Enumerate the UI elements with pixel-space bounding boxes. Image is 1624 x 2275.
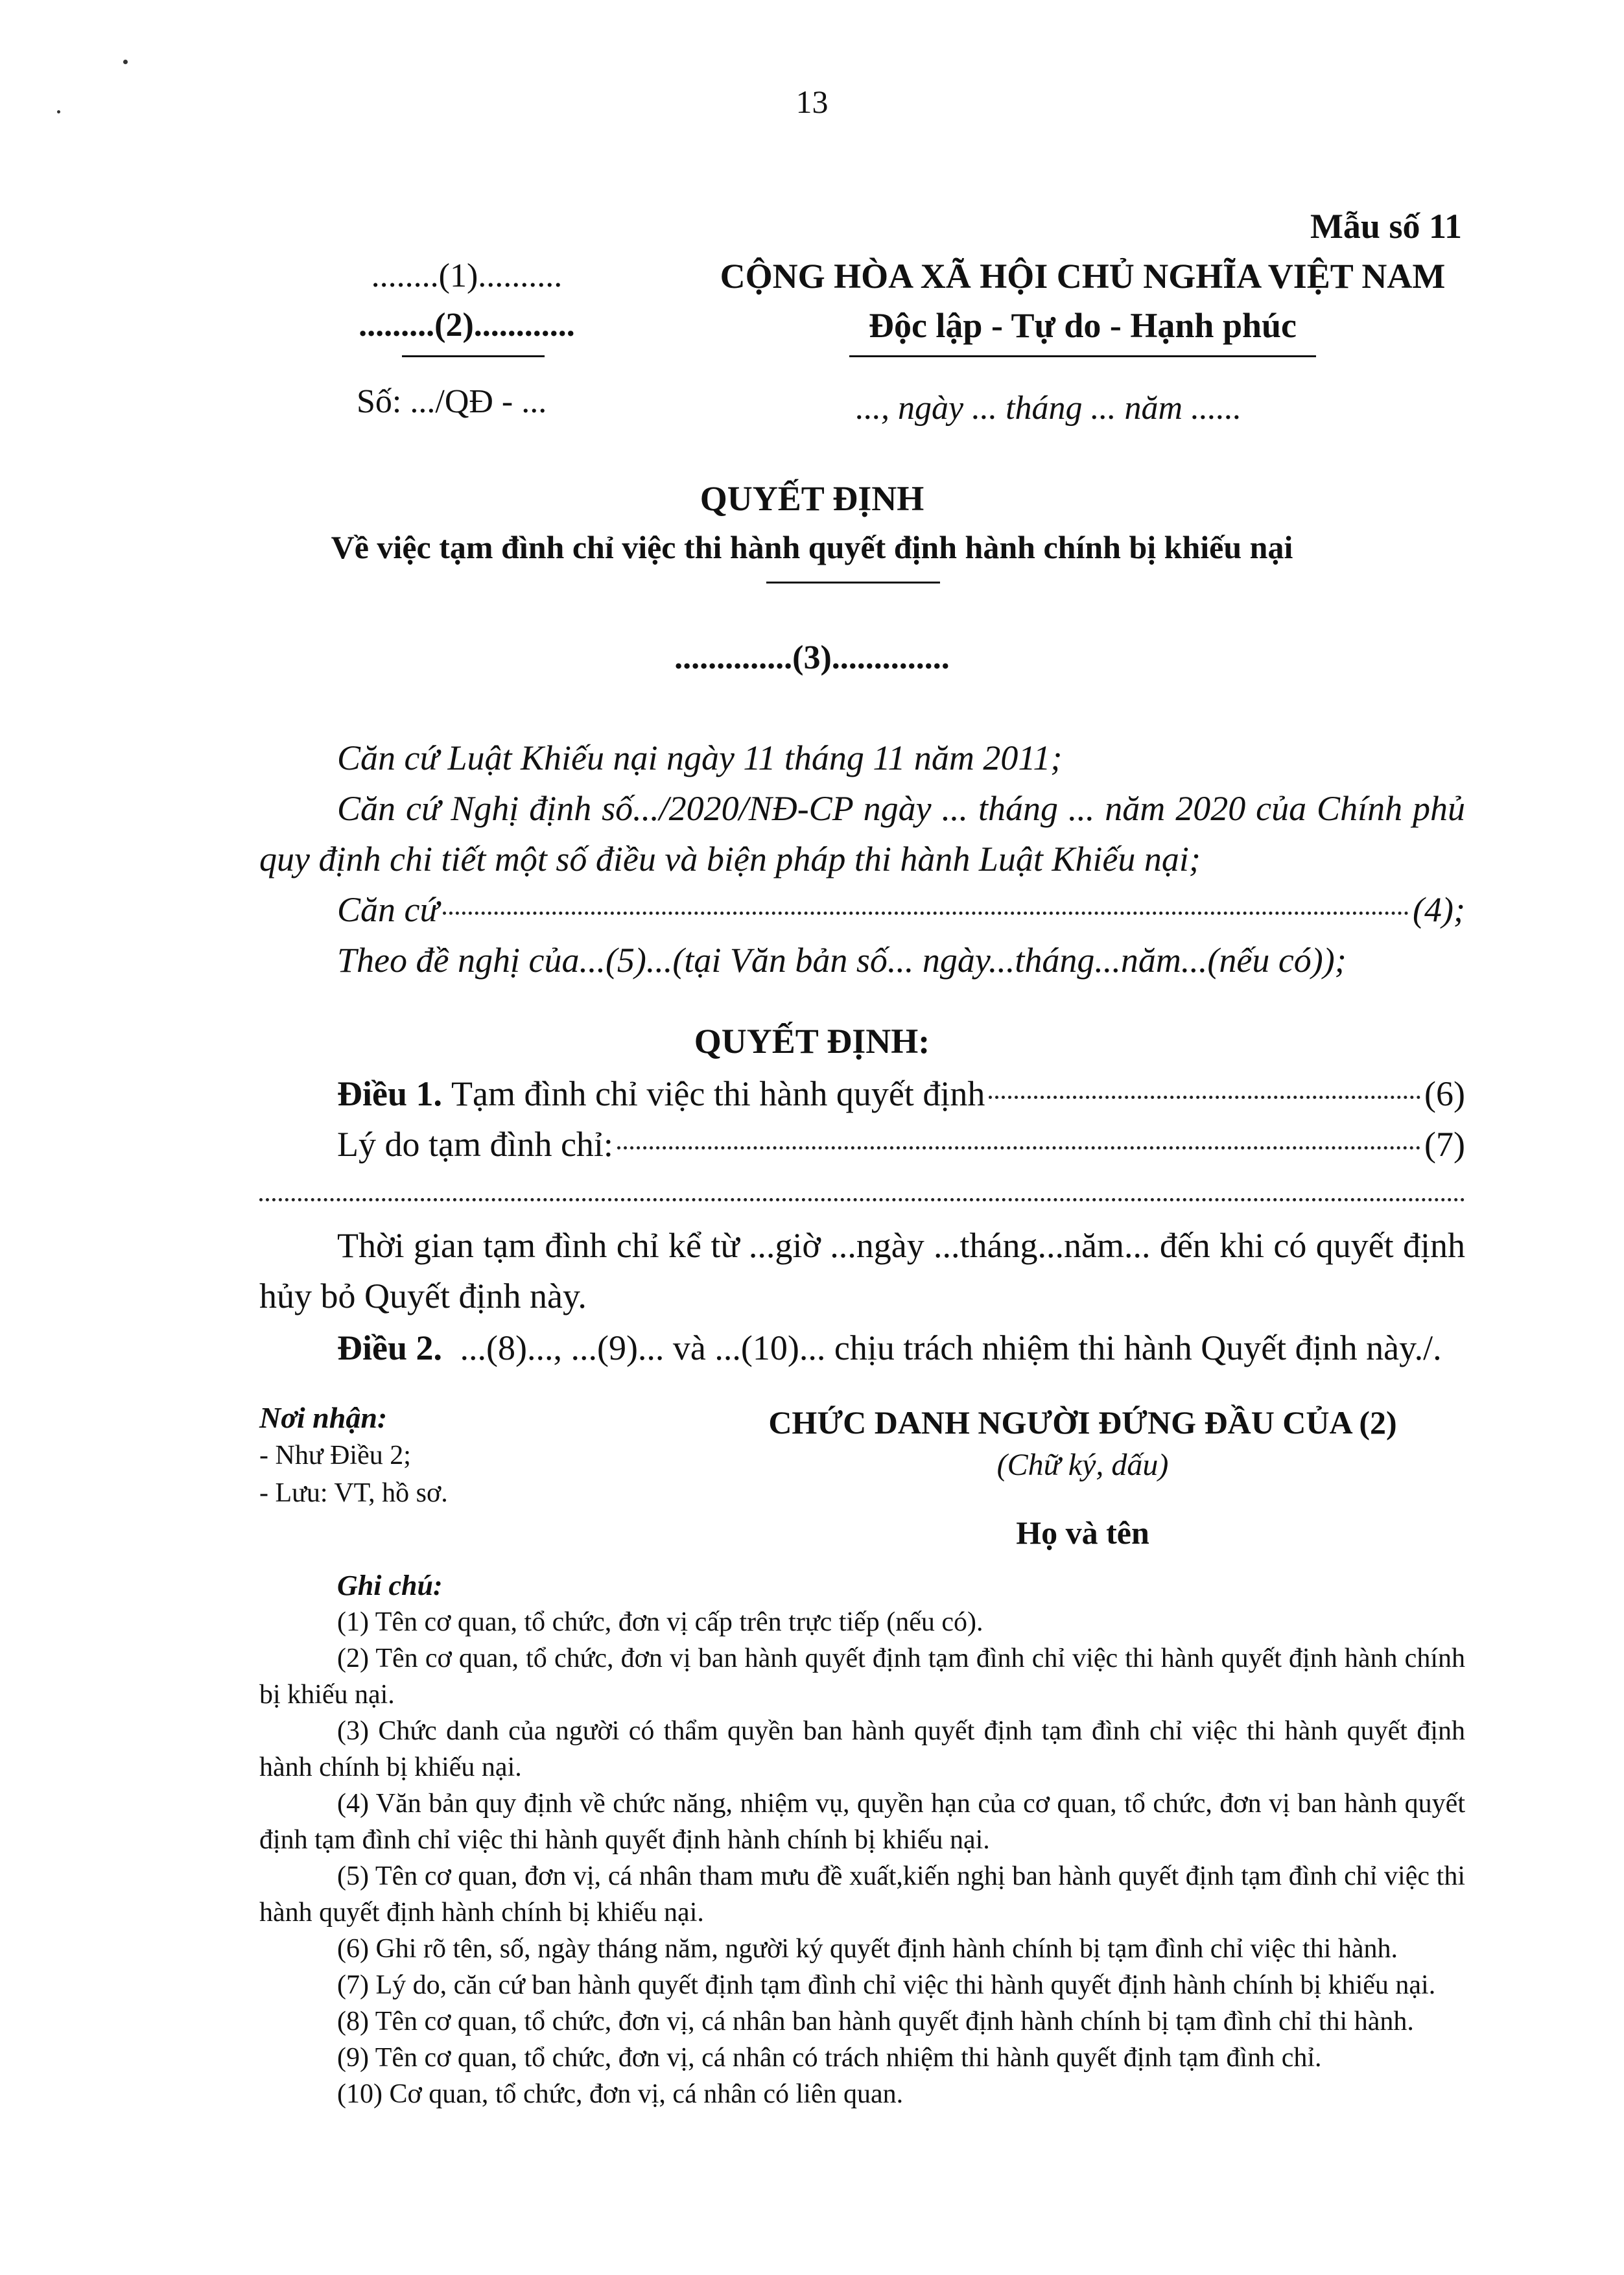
signature-note: (Chữ ký, dấu) <box>996 1448 1169 1482</box>
signer-name: Họ và tên <box>1016 1515 1149 1551</box>
parent-agency-placeholder: ........(1).......... <box>371 257 563 294</box>
recipient-item: - Lưu: VT, hồ sơ. <box>259 1478 448 1508</box>
recipients-heading: Nơi nhận: <box>259 1401 388 1434</box>
title-underline <box>766 582 940 583</box>
basis-law: Căn cứ Luật Khiếu nại ngày 11 tháng 11 năm 2011; <box>337 738 1063 777</box>
form-number: Mẫu số 11 <box>1310 207 1462 246</box>
document-number: Số: .../QĐ - ... <box>357 383 547 420</box>
article-1: Điều 1. Tạm đình chỉ việc thi hành quyết định (6) <box>337 1068 1465 1119</box>
motto-underline <box>849 355 1316 357</box>
dotted-fill <box>443 912 1409 915</box>
dotted-line <box>259 1170 1465 1201</box>
article-1-duration: Thời gian tạm đình chỉ kể từ ...giờ ...ngày ...tháng...năm... đến khi có quyết định hủy bỏ Quyết định này. <box>259 1226 1465 1315</box>
recipient-item: - Như Điều 2; <box>259 1441 411 1470</box>
note-item: (4) Văn bản quy định về chức năng, nhiệm vụ, quyền hạn của cơ quan, tổ chức, đơn vị ban hành quyết định tạm đình chỉ việc thi hành quyết định hành chính bị khiếu nại. <box>259 1789 1465 1855</box>
date-line: ..., ngày ... tháng ... năm ...... <box>856 390 1242 427</box>
note-item: (8) Tên cơ quan, tổ chức, đơn vị, cá nhân ban hành quyết định hành chính bị tạm đình chỉ thi hành. <box>337 2007 1414 2036</box>
article-1-reason: Lý do tạm đình chỉ: (7) <box>337 1125 1465 1164</box>
note-item: (7) Lý do, căn cứ ban hành quyết định tạm đình chỉ việc thi hành quyết định hành chính bị khiếu nại. <box>337 1970 1436 2000</box>
document-subtitle: Về việc tạm đình chỉ việc thi hành quyết định hành chính bị khiếu nại <box>331 529 1293 565</box>
basis-other: Căn cứ (4); <box>337 890 1465 929</box>
issuing-agency-block <box>305 252 629 350</box>
article-2: Điều 2. ...(8)..., ...(9)... và ...(10)... chịu trách nhiệm thi hành Quyết định này./. <box>337 1328 1442 1367</box>
notes-heading: Ghi chú: <box>337 1570 443 1601</box>
basis-decree: Căn cứ Nghị định số.../2020/NĐ-CP ngày ... tháng ... năm 2020 của Chính phủ quy định chi tiết một số điều và biện pháp thi hành Luật Khiếu nại; <box>259 789 1465 878</box>
dotted-fill <box>989 1096 1420 1099</box>
article-2-label: Điều 2. <box>337 1328 442 1367</box>
national-motto: Độc lập - Tự do - Hạnh phúc <box>868 306 1297 345</box>
note-item: (5) Tên cơ quan, đơn vị, cá nhân tham mưu đề xuất,kiến nghị ban hành quyết định tạm đình chỉ việc thi hành quyết định hành chính bị khiếu nại. <box>259 1861 1465 1927</box>
dotted-fill <box>617 1146 1420 1149</box>
authority-placeholder: ..............(3).............. <box>674 639 950 676</box>
scan-speck <box>123 60 128 64</box>
article-1-reason-continued <box>259 1170 1465 1201</box>
document-title: QUYẾT ĐỊNH <box>700 479 924 518</box>
recipients-block <box>259 1399 448 1512</box>
note-item: (3) Chức danh của người có thẩm quyền ban hành quyết định tạm đình chỉ việc thi hành quyết định hành chính bị khiếu nại. <box>259 1716 1465 1782</box>
note-item: (6) Ghi rõ tên, số, ngày tháng năm, người ký quyết định hành chính bị tạm đình chỉ việc thi hành. <box>337 1934 1398 1964</box>
national-title: CỘNG HÒA XÃ HỘI CHỦ NGHĨA VIỆT NAM <box>720 257 1446 296</box>
page-number: 13 <box>795 84 829 120</box>
notes-block <box>259 1568 1465 2112</box>
signer-title: CHỨC DANH NGƯỜI ĐỨNG ĐẦU CỦA (2) <box>768 1404 1397 1441</box>
issuing-agency-placeholder: .........(2)............ <box>359 307 575 344</box>
note-item: (1) Tên cơ quan, tổ chức, đơn vị cấp trên trực tiếp (nếu có). <box>337 1607 983 1637</box>
agency-underline <box>402 355 545 357</box>
note-item: (2) Tên cơ quan, tổ chức, đơn vị ban hành quyết định tạm đình chỉ việc thi hành quyết định hành chính bị khiếu nại. <box>259 1644 1465 1710</box>
article-1-label: Điều 1. <box>337 1074 442 1113</box>
national-motto-block <box>687 252 1478 350</box>
basis-proposal: Theo đề nghị của...(5)...(tại Văn bản số... ngày...tháng...năm...(nếu có)); <box>337 941 1347 980</box>
signature-block <box>687 1399 1478 1485</box>
decide-heading: QUYẾT ĐỊNH: <box>694 1022 930 1061</box>
note-item: (9) Tên cơ quan, tổ chức, đơn vị, cá nhân có trách nhiệm thi hành quyết định tạm đình chỉ. <box>337 2043 1322 2073</box>
note-item: (10) Cơ quan, tổ chức, đơn vị, cá nhân có liên quan. <box>337 2079 904 2109</box>
